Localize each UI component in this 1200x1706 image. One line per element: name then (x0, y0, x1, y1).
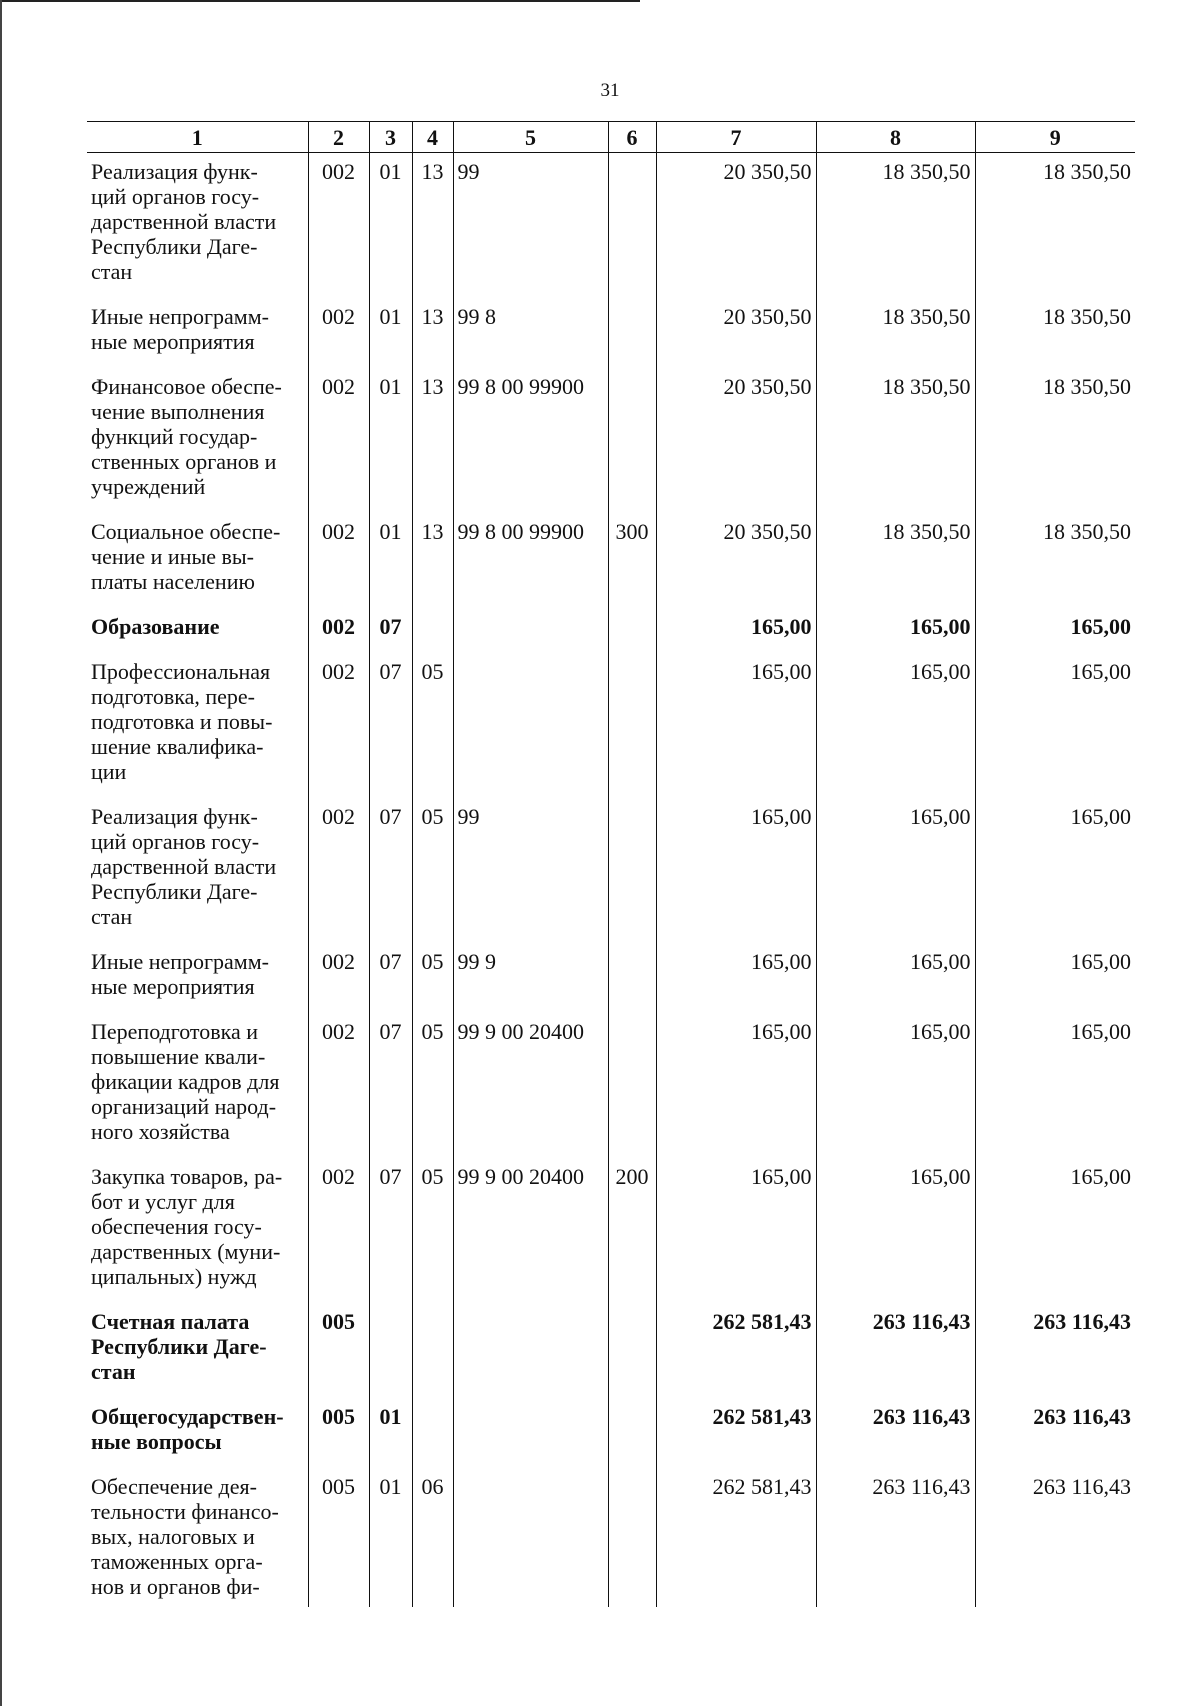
cell-section: 01 (369, 298, 412, 368)
cell-subsection: 06 (412, 1468, 453, 1607)
cell-subsection: 05 (412, 1158, 453, 1303)
cell-name: Социальное обеспе- чение и иные вы- платы населению (91, 519, 281, 594)
cell-amount-year-3: 18 350,50 (975, 153, 1135, 299)
cell-amount-year-2: 165,00 (816, 1158, 975, 1303)
cell-subsection (412, 1398, 453, 1468)
table-row (87, 368, 1135, 513)
cell-amount-year-2: 263 116,43 (816, 1398, 975, 1468)
cell-name: Общегосударствен- ные вопросы (91, 1404, 284, 1454)
cell-subsection: 05 (412, 1013, 453, 1158)
cell-subsection: 05 (412, 653, 453, 798)
cell-admin-code: 002 (308, 513, 369, 608)
table-row (87, 1468, 1135, 1607)
cell-name: Реализация функ- ций органов госу- дарственной власти Республики Даге- стан (91, 159, 277, 284)
cell-amount-year-3: 263 116,43 (975, 1303, 1135, 1398)
table-row (87, 653, 1135, 798)
table-row (87, 798, 1135, 943)
cell-admin-code: 002 (308, 368, 369, 513)
cell-section: 07 (369, 1013, 412, 1158)
cell-amount-year-1: 20 350,50 (656, 153, 816, 299)
cell-amount-year-1: 165,00 (656, 653, 816, 798)
header-col-7: 7 (656, 122, 816, 153)
cell-name: Переподготовка и повышение квали- фикации кадров для организаций народ- ного хозяйства (91, 1019, 280, 1144)
cell-admin-code: 002 (308, 1013, 369, 1158)
budget-table (87, 121, 1135, 1607)
cell-amount-year-3: 165,00 (975, 943, 1135, 1013)
cell-subsection: 05 (412, 943, 453, 1013)
cell-expense-type (608, 1398, 656, 1468)
cell-target-article (453, 608, 608, 653)
cell-amount-year-2: 18 350,50 (816, 368, 975, 513)
cell-section: 01 (369, 368, 412, 513)
table-body (87, 153, 1135, 1608)
cell-amount-year-1: 165,00 (656, 1158, 816, 1303)
header-col-2: 2 (308, 122, 369, 153)
cell-amount-year-1: 20 350,50 (656, 298, 816, 368)
cell-expense-type: 300 (608, 513, 656, 608)
cell-target-article (453, 1303, 608, 1398)
cell-amount-year-2: 165,00 (816, 943, 975, 1013)
left-margin-rule (0, 0, 2, 1706)
cell-amount-year-2: 165,00 (816, 1013, 975, 1158)
cell-target-article: 99 (453, 798, 608, 943)
cell-expense-type (608, 1303, 656, 1398)
cell-subsection: 13 (412, 153, 453, 299)
cell-expense-type (608, 1013, 656, 1158)
cell-admin-code: 002 (308, 943, 369, 1013)
cell-section (369, 1303, 412, 1398)
cell-amount-year-3: 165,00 (975, 1158, 1135, 1303)
cell-amount-year-3: 165,00 (975, 608, 1135, 653)
cell-amount-year-3: 18 350,50 (975, 298, 1135, 368)
cell-expense-type (608, 153, 656, 299)
cell-amount-year-2: 18 350,50 (816, 513, 975, 608)
header-col-5: 5 (453, 122, 608, 153)
cell-amount-year-3: 165,00 (975, 798, 1135, 943)
cell-subsection: 13 (412, 513, 453, 608)
cell-amount-year-1: 165,00 (656, 798, 816, 943)
cell-amount-year-2: 165,00 (816, 653, 975, 798)
cell-expense-type (608, 943, 656, 1013)
cell-subsection (412, 1303, 453, 1398)
table-row (87, 943, 1135, 1013)
cell-section: 07 (369, 1158, 412, 1303)
cell-amount-year-1: 262 581,43 (656, 1468, 816, 1607)
cell-name: Образование (91, 614, 220, 639)
cell-amount-year-2: 263 116,43 (816, 1303, 975, 1398)
cell-admin-code: 005 (308, 1398, 369, 1468)
table-row (87, 1398, 1135, 1468)
cell-name: Реализация функ- ций органов госу- дарственной власти Республики Даге- стан (91, 804, 277, 929)
cell-expense-type (608, 1468, 656, 1607)
cell-amount-year-3: 263 116,43 (975, 1468, 1135, 1607)
cell-target-article: 99 8 00 99900 (453, 513, 608, 608)
cell-target-article: 99 8 (453, 298, 608, 368)
cell-expense-type (608, 368, 656, 513)
cell-expense-type (608, 608, 656, 653)
cell-target-article: 99 9 00 20400 (453, 1158, 608, 1303)
cell-amount-year-3: 18 350,50 (975, 513, 1135, 608)
table-row (87, 1013, 1135, 1158)
cell-name: Иные непрограмм- ные мероприятия (91, 304, 269, 354)
table-row (87, 1158, 1135, 1303)
cell-admin-code: 005 (308, 1468, 369, 1607)
cell-expense-type (608, 798, 656, 943)
cell-amount-year-3: 263 116,43 (975, 1398, 1135, 1468)
cell-name: Счетная палата Республики Даге- стан (91, 1309, 267, 1384)
cell-section: 01 (369, 513, 412, 608)
header-col-1: 1 (87, 122, 308, 153)
cell-subsection: 13 (412, 368, 453, 513)
cell-name: Иные непрограмм- ные мероприятия (91, 949, 269, 999)
cell-admin-code: 002 (308, 1158, 369, 1303)
cell-amount-year-1: 262 581,43 (656, 1398, 816, 1468)
cell-section: 01 (369, 153, 412, 299)
cell-admin-code: 002 (308, 798, 369, 943)
cell-admin-code: 005 (308, 1303, 369, 1398)
cell-admin-code: 002 (308, 298, 369, 368)
cell-amount-year-1: 20 350,50 (656, 368, 816, 513)
page-number: 31 (600, 80, 620, 101)
cell-amount-year-2: 18 350,50 (816, 298, 975, 368)
cell-admin-code: 002 (308, 653, 369, 798)
top-rule (0, 0, 640, 2)
table-row (87, 298, 1135, 368)
cell-target-article: 99 8 00 99900 (453, 368, 608, 513)
cell-amount-year-3: 18 350,50 (975, 368, 1135, 513)
cell-expense-type (608, 298, 656, 368)
cell-target-article: 99 (453, 153, 608, 299)
cell-amount-year-2: 165,00 (816, 608, 975, 653)
table-row (87, 608, 1135, 653)
cell-name: Финансовое обеспе- чение выполнения функций государ- ственных органов и учреждений (91, 374, 282, 499)
cell-amount-year-3: 165,00 (975, 653, 1135, 798)
table-row (87, 153, 1135, 299)
cell-subsection: 13 (412, 298, 453, 368)
cell-section: 01 (369, 1398, 412, 1468)
cell-amount-year-2: 18 350,50 (816, 153, 975, 299)
header-col-8: 8 (816, 122, 975, 153)
cell-admin-code: 002 (308, 153, 369, 299)
cell-target-article (453, 1468, 608, 1607)
cell-name: Профессиональная подготовка, пере- подготовка и повы- шение квалифика- ции (91, 659, 273, 784)
table-row (87, 513, 1135, 608)
cell-amount-year-1: 165,00 (656, 943, 816, 1013)
cell-admin-code: 002 (308, 608, 369, 653)
cell-subsection (412, 608, 453, 653)
header-col-6: 6 (608, 122, 656, 153)
cell-subsection: 05 (412, 798, 453, 943)
cell-section: 07 (369, 653, 412, 798)
cell-target-article (453, 653, 608, 798)
cell-amount-year-2: 165,00 (816, 798, 975, 943)
table-row (87, 1303, 1135, 1398)
cell-name: Обеспечение дея- тельности финансо- вых, налоговых и таможенных орга- нов и органов фи- (91, 1474, 279, 1599)
cell-section: 07 (369, 943, 412, 1013)
cell-amount-year-1: 165,00 (656, 608, 816, 653)
cell-expense-type (608, 653, 656, 798)
table-header-row (87, 122, 1135, 153)
cell-amount-year-3: 165,00 (975, 1013, 1135, 1158)
cell-target-article: 99 9 00 20400 (453, 1013, 608, 1158)
cell-section: 07 (369, 798, 412, 943)
cell-amount-year-1: 165,00 (656, 1013, 816, 1158)
cell-name: Закупка товаров, ра- бот и услуг для обеспечения госу- дарственных (муни- ципальных) нужд (91, 1164, 283, 1289)
cell-section: 01 (369, 1468, 412, 1607)
cell-amount-year-1: 262 581,43 (656, 1303, 816, 1398)
header-col-9: 9 (975, 122, 1135, 153)
cell-section: 07 (369, 608, 412, 653)
cell-target-article (453, 1398, 608, 1468)
cell-amount-year-2: 263 116,43 (816, 1468, 975, 1607)
cell-amount-year-1: 20 350,50 (656, 513, 816, 608)
header-col-4: 4 (412, 122, 453, 153)
header-col-3: 3 (369, 122, 412, 153)
cell-expense-type: 200 (608, 1158, 656, 1303)
cell-target-article: 99 9 (453, 943, 608, 1013)
